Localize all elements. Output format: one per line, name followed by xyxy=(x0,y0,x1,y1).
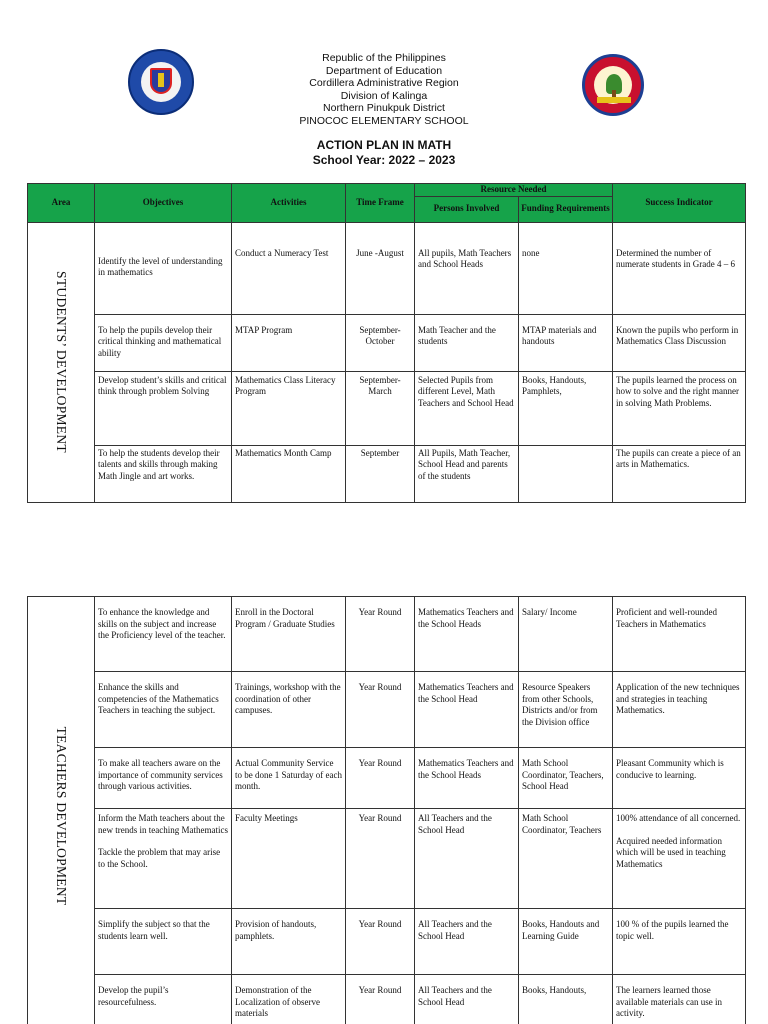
success-cell: Proficient and well-rounded Teachers in Mathematics xyxy=(613,597,746,672)
activity-cell: Trainings, workshop with the coordination of other campuses. xyxy=(232,672,346,748)
success-extra-text: Acquired needed information which will be used in teaching Mathematics xyxy=(616,835,726,869)
spacer xyxy=(98,836,228,847)
activity-cell: MTAP Program xyxy=(232,314,346,371)
funding-cell: Salary/ Income xyxy=(519,597,613,672)
header-success-indicator: Success Indicator xyxy=(613,184,746,223)
funding-cell xyxy=(519,445,613,502)
persons-cell: Mathematics Teachers and the School Heads xyxy=(415,597,519,672)
action-plan-table-teachers xyxy=(27,596,746,1024)
success-cell: The learners learned those available materials can use in activity. xyxy=(613,975,746,1024)
area-label: STUDENTS’ DEVELOPMENT xyxy=(53,271,69,453)
success-text: 100% attendance of all concerned. xyxy=(616,813,741,823)
time-frame-cell: Year Round xyxy=(346,809,415,909)
persons-cell: All Pupils, Math Teacher, School Head and parents of the students xyxy=(415,445,519,502)
funding-cell: Books, Handouts and Learning Guide xyxy=(519,909,613,975)
action-plan-table-students xyxy=(27,183,746,503)
objective-cell: Identify the level of understanding in mathematics xyxy=(95,222,232,314)
funding-cell: Resource Speakers from other Schools, Districts and/or from the Division office xyxy=(519,672,613,748)
funding-cell: Books, Handouts, xyxy=(519,975,613,1024)
objective-cell: To enhance the knowledge and skills on the subject and increase the Proficiency level of the teacher. xyxy=(95,597,232,672)
table-row xyxy=(28,597,746,672)
table-row xyxy=(28,809,746,909)
area-cell xyxy=(28,597,95,1024)
success-cell: 100 % of the pupils learned the topic well. xyxy=(613,909,746,975)
header-activities: Activities xyxy=(232,184,346,223)
table-row xyxy=(28,222,746,314)
header-time-frame: Time Frame xyxy=(346,184,415,223)
success-cell: The pupils learned the process on how to solve and the right manner in solving Math Problems. xyxy=(613,371,746,445)
header-line: Northern Pinukpuk District xyxy=(323,102,445,114)
objective-extra-text: Tackle the problem that may arise to the School. xyxy=(98,847,221,869)
header-persons-involved: Persons Involved xyxy=(415,196,519,222)
header-line: Department of Education xyxy=(325,64,443,77)
activity-cell: Mathematics Class Literacy Program xyxy=(232,371,346,445)
table-row xyxy=(28,445,746,502)
table-row xyxy=(28,314,746,371)
time-frame-cell: Year Round xyxy=(346,748,415,809)
funding-cell: Books, Handouts, Pamphlets, xyxy=(519,371,613,445)
success-cell: The pupils can create a piece of an arts in Mathematics. xyxy=(613,445,746,502)
success-cell: Pleasant Community which is conducive to learning. xyxy=(613,748,746,809)
header-line: Cordillera Administrative Region xyxy=(309,77,459,89)
objective-cell: To make all teachers aware on the importance of community services through various activities. xyxy=(95,748,232,809)
time-frame-cell: June -August xyxy=(346,222,415,314)
activity-cell: Mathematics Month Camp xyxy=(232,445,346,502)
time-frame-cell: September-March xyxy=(346,371,415,445)
header-resource-needed: Resource Needed xyxy=(415,184,613,197)
time-frame-cell: Year Round xyxy=(346,975,415,1024)
time-frame-cell: Year Round xyxy=(346,672,415,748)
time-frame-cell: Year Round xyxy=(346,909,415,975)
table-row xyxy=(28,672,746,748)
persons-cell: All Teachers and the School Head xyxy=(415,975,519,1024)
header-funding: Funding Requirements xyxy=(519,196,613,222)
success-cell: Application of the new techniques and strategies in teaching Mathematics. xyxy=(613,672,746,748)
activity-cell: Provision of handouts, pamphlets. xyxy=(232,909,346,975)
objective-cell: Develop student’s skills and critical think through problem Solving xyxy=(95,371,232,445)
funding-cell: MTAP materials and handouts xyxy=(519,314,613,371)
objective-cell: Develop the pupil’s resourcefulness. xyxy=(95,975,232,1024)
objective-cell: Simplify the subject so that the students learn well. xyxy=(95,909,232,975)
time-frame-cell: September-October xyxy=(346,314,415,371)
objective-cell xyxy=(95,809,232,909)
table-row xyxy=(28,975,746,1024)
header-line: Division of Kalinga xyxy=(340,89,428,102)
persons-cell: All Teachers and the School Head xyxy=(415,909,519,975)
time-frame-cell: Year Round xyxy=(346,597,415,672)
funding-cell: Math School Coordinator, Teachers xyxy=(519,809,613,909)
table-row xyxy=(28,748,746,809)
header-line: Republic of the Philippines xyxy=(322,52,446,64)
funding-cell: none xyxy=(519,222,613,314)
school-year: School Year: 2022 – 2023 xyxy=(312,153,456,167)
activity-cell: Faculty Meetings xyxy=(232,809,346,909)
success-cell: Determined the number of numerate students in Grade 4 – 6 xyxy=(613,222,746,314)
activity-cell: Enroll in the Doctoral Program / Graduate Studies xyxy=(232,597,346,672)
area-label: TEACHERS DEVELOPMENT xyxy=(53,726,69,905)
activity-cell: Conduct a Numeracy Test xyxy=(232,222,346,314)
area-cell xyxy=(28,222,95,502)
spacer xyxy=(616,825,742,836)
time-frame-cell: September xyxy=(346,445,415,502)
document-title-block xyxy=(0,138,768,168)
persons-cell: All Teachers and the School Head xyxy=(415,809,519,909)
persons-cell: Selected Pupils from different Level, Math Teachers and School Head xyxy=(415,371,519,445)
persons-cell: All pupils, Math Teachers and School Heads xyxy=(415,222,519,314)
school-name: PINOCOC ELEMENTARY SCHOOL xyxy=(299,114,469,127)
success-cell xyxy=(613,809,746,909)
persons-cell: Mathematics Teachers and the School Heads xyxy=(415,748,519,809)
objective-text: Inform the Math teachers about the new trends in teaching Mathematics xyxy=(98,813,228,835)
success-cell: Known the pupils who perform in Mathematics Class Discussion xyxy=(613,314,746,371)
funding-cell: Math School Coordinator, Teachers, School Head xyxy=(519,748,613,809)
header-area: Area xyxy=(28,184,95,223)
objective-cell: Enhance the skills and competencies of the Mathematics Teachers in teaching the subject. xyxy=(95,672,232,748)
header-objectives: Objectives xyxy=(95,184,232,223)
objective-cell: To help the pupils develop their critical thinking and mathematical ability xyxy=(95,314,232,371)
persons-cell: Mathematics Teachers and the School Head xyxy=(415,672,519,748)
objective-cell: To help the students develop their talents and skills through making Math Jingle and art works. xyxy=(95,445,232,502)
document-title: ACTION PLAN IN MATH xyxy=(316,138,452,152)
persons-cell: Math Teacher and the students xyxy=(415,314,519,371)
table-row xyxy=(28,909,746,975)
activity-cell: Demonstration of the Localization of observe materials xyxy=(232,975,346,1024)
table-row xyxy=(28,371,746,445)
letterhead xyxy=(0,52,768,127)
activity-cell: Actual Community Service to be done 1 Saturday of each month. xyxy=(232,748,346,809)
